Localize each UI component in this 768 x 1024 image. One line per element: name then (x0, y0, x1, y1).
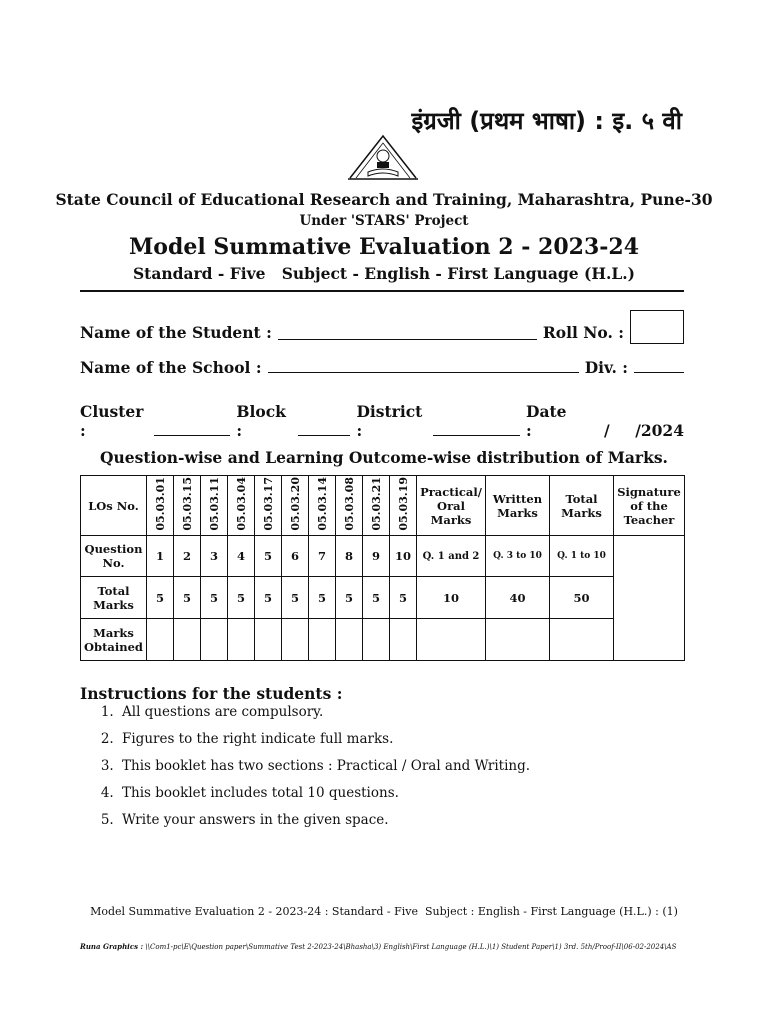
row-label-obtained: Marks Obtained (81, 619, 147, 661)
student-name-label: Name of the Student : (80, 323, 272, 342)
total-mark: 5 (228, 577, 255, 619)
obtained-cell[interactable] (417, 619, 486, 661)
lo-code: 05.03.21 (369, 477, 383, 531)
obtained-cell[interactable] (228, 619, 255, 661)
question-number: 4 (228, 536, 255, 577)
table-row-los (81, 476, 685, 536)
div-label: Div. : (584, 358, 628, 377)
question-number: 1 (147, 536, 174, 577)
student-row (80, 310, 684, 344)
lo-code: 05.03.04 (234, 477, 248, 531)
header-divider (80, 290, 684, 292)
total-mark: 5 (174, 577, 201, 619)
question-number: 2 (174, 536, 201, 577)
lo-code: 05.03.15 (180, 477, 194, 531)
date-label: Date : (526, 402, 567, 440)
district-label: District : (356, 402, 423, 440)
cluster-label: Cluster : (80, 402, 144, 440)
obtained-cell[interactable] (550, 619, 614, 661)
printer-imprint (80, 942, 676, 951)
table-row-total (81, 577, 685, 619)
roll-no-label: Roll No. : (542, 323, 624, 342)
project-name: Under 'STARS' Project (299, 213, 469, 229)
district-field[interactable] (433, 434, 520, 436)
imprint-path: \\Com1-pc\E\Question paper\Summative Test 2-2023-24\Bhasha\3) English\First Language (H.L.)\1) Student Paper\1) 3rd. 5th/Proof-II\06-02-2024\AS (145, 943, 677, 951)
lo-cell (174, 476, 201, 536)
table-row-obtained (81, 619, 685, 661)
instructions-list (80, 699, 530, 834)
question-number: 5 (255, 536, 282, 577)
lo-cell (255, 476, 282, 536)
question-number: 10 (390, 536, 417, 577)
total-mark: 5 (390, 577, 417, 619)
school-name-label: Name of the School : (80, 358, 262, 377)
header-signature: Signature of the Teacher (614, 476, 685, 536)
question-number: 9 (363, 536, 390, 577)
obtained-cell[interactable] (201, 619, 228, 661)
obtained-cell[interactable] (282, 619, 309, 661)
signature-cell[interactable] (614, 536, 685, 661)
block-label: Block : (236, 402, 286, 440)
obtained-cell[interactable] (486, 619, 550, 661)
summary-total-total: 50 (550, 577, 614, 619)
instruction-item: 1. All questions are compulsory. (118, 699, 530, 726)
summary-question-written: Q. 3 to 10 (486, 536, 550, 577)
total-mark: 5 (147, 577, 174, 619)
council-name: State Council of Educational Research and Training, Maharashtra, Pune-30 (55, 190, 713, 209)
lo-code: 05.03.19 (396, 477, 410, 531)
row-label-question: Question No. (81, 536, 147, 577)
obtained-cell[interactable] (363, 619, 390, 661)
total-mark: 5 (282, 577, 309, 619)
lo-cell (363, 476, 390, 536)
block-field[interactable] (298, 434, 351, 436)
lo-cell (309, 476, 336, 536)
exam-subtitle: Standard - Five Subject - English - First Language (H.L.) (132, 264, 636, 283)
total-mark: 5 (255, 577, 282, 619)
obtained-cell[interactable] (309, 619, 336, 661)
student-name-field[interactable] (278, 338, 537, 340)
exam-title: Model Summative Evaluation 2 - 2023-24 (128, 234, 640, 260)
summary-total-written: 40 (486, 577, 550, 619)
question-number: 8 (336, 536, 363, 577)
imprint-name: Runa Graphics : (80, 942, 144, 951)
question-number: 3 (201, 536, 228, 577)
lo-code: 05.03.20 (288, 477, 302, 531)
question-number: 6 (282, 536, 309, 577)
marks-table-title: Question-wise and Learning Outcome-wise distribution of Marks. (100, 448, 668, 467)
lo-code: 05.03.14 (315, 477, 329, 531)
lo-code: 05.03.01 (153, 477, 167, 531)
roll-no-box[interactable] (630, 310, 684, 344)
lo-code: 05.03.17 (261, 477, 275, 531)
summary-question-total: Q. 1 to 10 (550, 536, 614, 577)
cluster-field[interactable] (154, 434, 231, 436)
summary-question-practical: Q. 1 and 2 (417, 536, 486, 577)
row-label-los: LOs No. (81, 476, 147, 536)
instruction-item: 5. Write your answers in the given space. (118, 807, 530, 834)
hindi-title: इंग्रजी (प्रथम भाषा) : इ. ५ वी (411, 107, 682, 135)
header-practical-oral: Practical/ Oral Marks (417, 476, 486, 536)
total-mark: 5 (309, 577, 336, 619)
obtained-cell[interactable] (336, 619, 363, 661)
lo-cell (228, 476, 255, 536)
header-total: Total Marks (550, 476, 614, 536)
date-slash-1: / (604, 421, 610, 440)
date-slash-2: / (635, 421, 641, 440)
location-row (80, 402, 684, 440)
header-written: Written Marks (486, 476, 550, 536)
lo-cell (390, 476, 417, 536)
lo-cell (336, 476, 363, 536)
lo-code: 05.03.08 (342, 477, 356, 531)
obtained-cell[interactable] (174, 619, 201, 661)
question-number: 7 (309, 536, 336, 577)
instruction-item: 3. This booklet has two sections : Practical / Oral and Writing. (118, 753, 530, 780)
obtained-cell[interactable] (255, 619, 282, 661)
school-name-field[interactable] (268, 371, 579, 373)
total-mark: 5 (201, 577, 228, 619)
total-mark: 5 (336, 577, 363, 619)
school-row (80, 358, 684, 377)
lo-code: 05.03.11 (207, 477, 221, 531)
instruction-item: 2. Figures to the right indicate full marks. (118, 726, 530, 753)
table-row-question (81, 536, 685, 577)
summary-total-practical: 10 (417, 577, 486, 619)
lo-cell (147, 476, 174, 536)
instruction-item: 4. This booklet includes total 10 questions. (118, 780, 530, 807)
div-field[interactable] (634, 371, 684, 373)
row-label-total: Total Marks (81, 577, 147, 619)
page-footer: Model Summative Evaluation 2 - 2023-24 : Standard - Five Subject : English - First Language (H.L.) : (1) (90, 905, 678, 918)
obtained-cell[interactable] (390, 619, 417, 661)
obtained-cell[interactable] (147, 619, 174, 661)
instructions-heading: Instructions for the students : (80, 684, 343, 703)
date-year: 2024 (640, 421, 684, 440)
marks-distribution-table (80, 475, 685, 661)
lo-cell (282, 476, 309, 536)
lo-cell (201, 476, 228, 536)
scert-emblem-icon (344, 132, 422, 184)
total-mark: 5 (363, 577, 390, 619)
